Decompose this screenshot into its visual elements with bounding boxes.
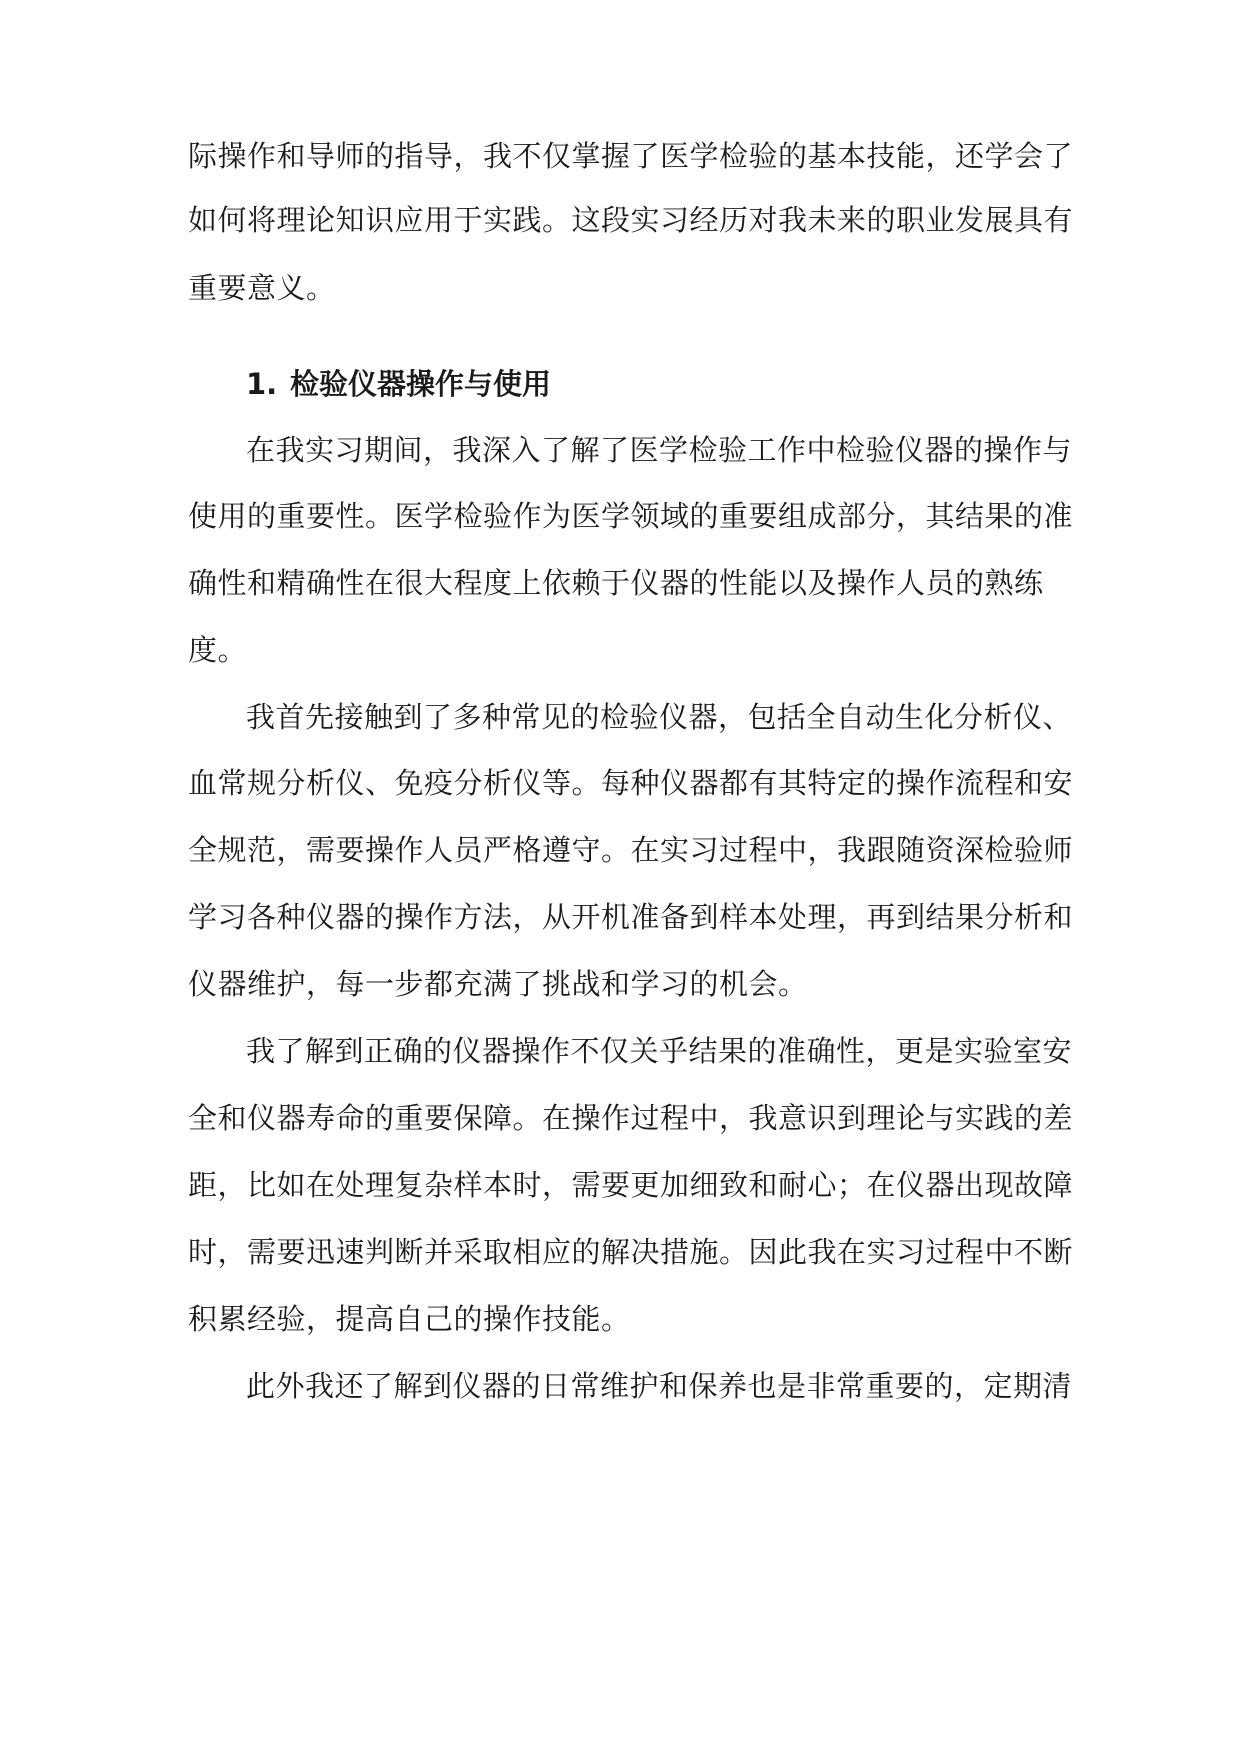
text-line: 如何将理论知识应用于实践。这段实习经历对我未来的职业发展具有 xyxy=(188,203,1074,237)
text-line: 此外我还了解到仪器的日常维护和保养也是非常重要的，定期清 xyxy=(246,1369,1073,1403)
text-line: 在我实习期间，我深入了解了医学检验工作中检验仪器的操作与 xyxy=(246,433,1073,467)
text-line: 血常规分析仪、免疫分析仪等。每种仪器都有其特定的操作流程和安 xyxy=(188,766,1074,800)
text-line: 积累经验，提高自己的操作技能。 xyxy=(188,1302,631,1336)
text-line: 际操作和导师的指导，我不仅掌握了医学检验的基本技能，还学会了 xyxy=(188,139,1074,173)
text-line: 我首先接触到了多种常见的检验仪器，包括全自动生化分析仪、 xyxy=(246,700,1073,734)
text-line: 仪器维护，每一步都充满了挑战和学习的机会。 xyxy=(188,967,808,1001)
text-line: 学习各种仪器的操作方法，从开机准备到样本处理，再到结果分析和 xyxy=(188,900,1074,934)
text-line: 距，比如在处理复杂样本时，需要更加细致和耐心；在仪器出现故障 xyxy=(188,1168,1074,1202)
text-line: 使用的重要性。医学检验作为医学领域的重要组成部分，其结果的准 xyxy=(188,499,1074,533)
text-line: 确性和精确性在很大程度上依赖于仪器的性能以及操作人员的熟练 xyxy=(188,566,1044,600)
text-line: 度。 xyxy=(188,633,248,667)
section-title: 检验仪器操作与使用 xyxy=(290,367,552,401)
text-line: 时，需要迅速判断并采取相应的解决措施。因此我在实习过程中不断 xyxy=(188,1235,1074,1269)
section-heading xyxy=(246,364,551,404)
text-line: 重要意义。 xyxy=(188,271,336,305)
text-line: 我了解到正确的仪器操作不仅关乎结果的准确性，更是实验室安 xyxy=(246,1034,1073,1068)
text-line: 全和仪器寿命的重要保障。在操作过程中，我意识到理论与实践的差 xyxy=(188,1101,1074,1135)
section-number: 1. xyxy=(246,367,278,401)
text-line: 全规范，需要操作人员严格遵守。在实习过程中，我跟随资深检验师 xyxy=(188,833,1074,867)
